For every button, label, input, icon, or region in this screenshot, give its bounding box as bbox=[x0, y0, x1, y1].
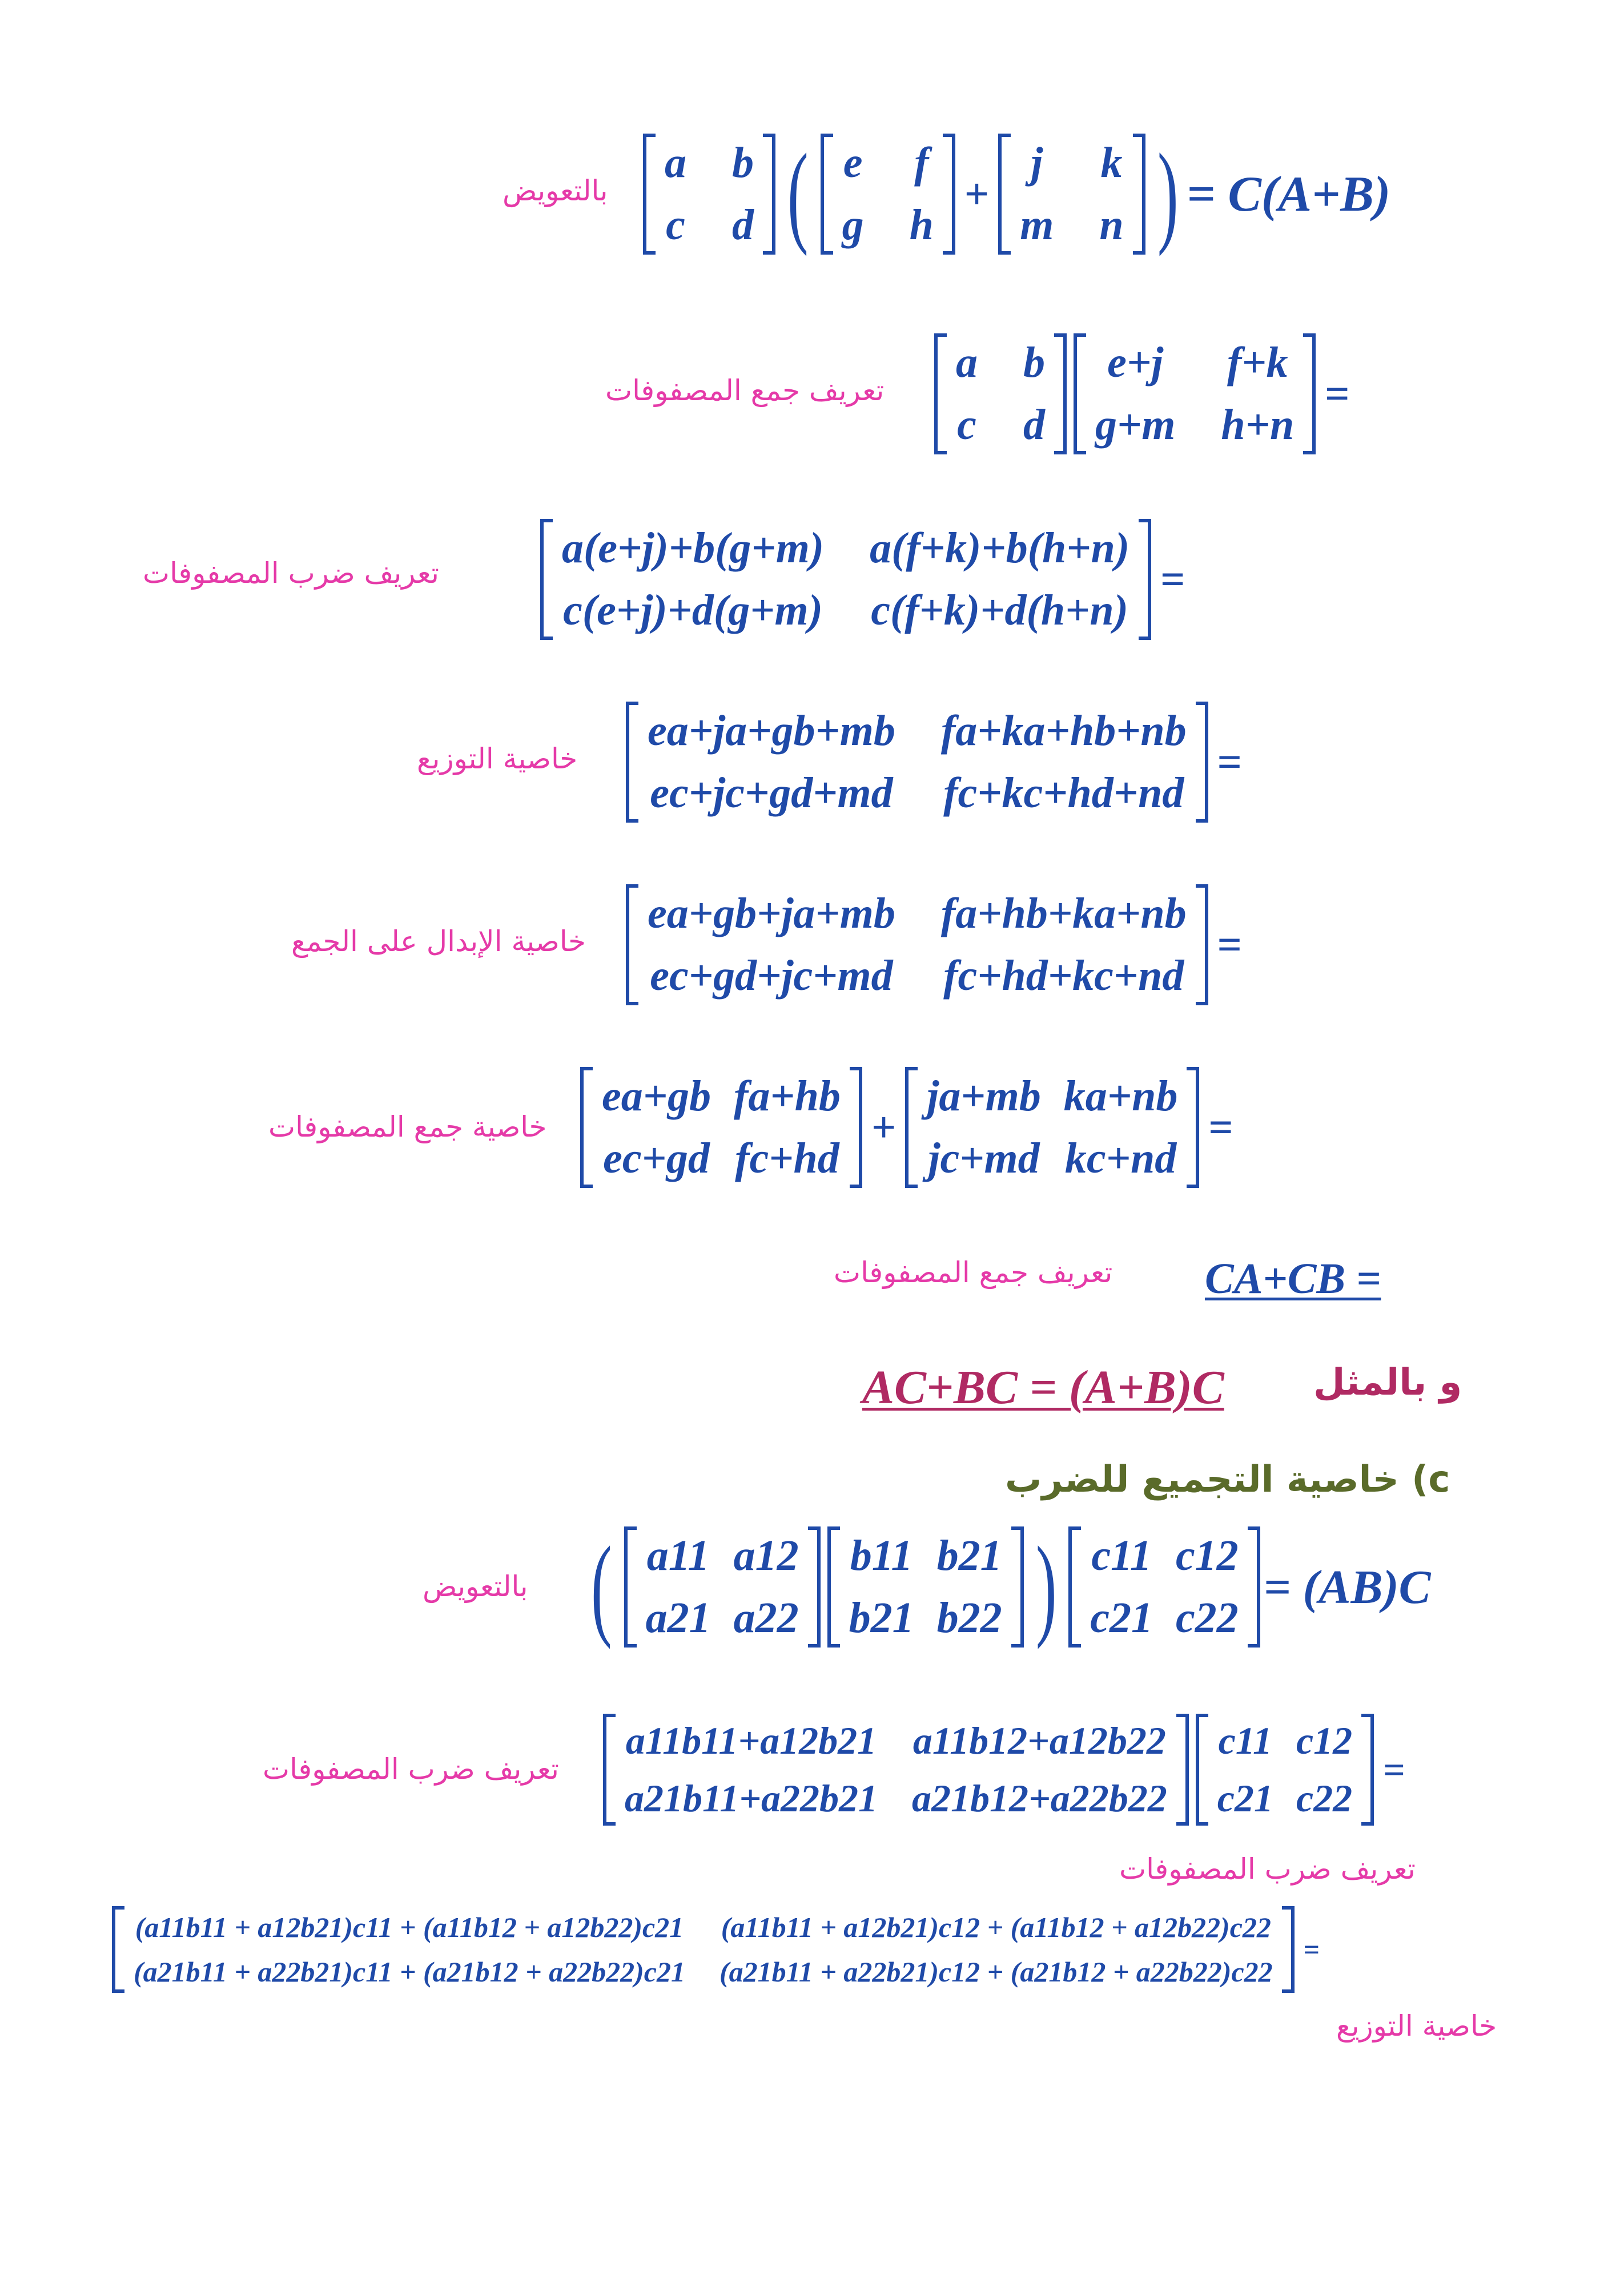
matrix-c bbox=[1196, 1714, 1374, 1826]
equals-sign: = bbox=[1160, 555, 1185, 603]
equals-sign: = bbox=[1217, 738, 1242, 786]
matrix-left bbox=[580, 1067, 862, 1188]
cell: k bbox=[1100, 139, 1123, 187]
matrix-sum bbox=[1074, 333, 1316, 454]
matrix-ef bbox=[821, 134, 955, 255]
equals-sign: = bbox=[1303, 1934, 1320, 1965]
cell: ec+gd bbox=[603, 1134, 710, 1182]
matrix-ab bbox=[603, 1714, 1189, 1826]
cell: a22 bbox=[733, 1594, 799, 1642]
cell: ja+mb bbox=[927, 1072, 1041, 1120]
cell: b21 bbox=[849, 1594, 914, 1642]
section-c-heading: c) خاصية التجميع للضرب bbox=[1005, 1459, 1450, 1501]
annotation: بالتعويض bbox=[503, 174, 608, 207]
cell: f bbox=[914, 139, 929, 187]
cell: m bbox=[1020, 201, 1054, 249]
equals-sign: = bbox=[1383, 1747, 1405, 1791]
cell: a bbox=[956, 339, 978, 386]
cell: d bbox=[1023, 401, 1045, 449]
matrix-a bbox=[624, 1526, 821, 1648]
cell: a21 bbox=[645, 1594, 711, 1642]
cell: g+m bbox=[1095, 401, 1176, 449]
matrix-b bbox=[827, 1526, 1024, 1648]
matrix bbox=[540, 519, 1151, 640]
matrix bbox=[626, 702, 1208, 823]
annotation: تعريف ضرب المصفوفات bbox=[263, 1753, 559, 1786]
cell: d bbox=[732, 201, 754, 249]
right-paren: ) bbox=[1157, 131, 1179, 257]
cell: jc+md bbox=[928, 1134, 1040, 1182]
cell: c(e+j)+d(g+m) bbox=[563, 586, 823, 634]
annotation: خاصية التوزيع bbox=[417, 742, 578, 775]
cell: a(e+j)+b(g+m) bbox=[562, 524, 825, 572]
cell: c12 bbox=[1175, 1532, 1239, 1580]
matrix bbox=[626, 884, 1208, 1005]
annotation: خاصية جمع المصفوفات bbox=[268, 1110, 547, 1143]
rhs: = (AB)C bbox=[1263, 1560, 1431, 1614]
equation-6 bbox=[577, 1059, 1239, 1196]
cell: a11b12+a12b22 bbox=[913, 1719, 1166, 1762]
expression: AC+BC = (A+B)C bbox=[862, 1360, 1224, 1414]
cell: c21 bbox=[1217, 1777, 1273, 1820]
equation-4 bbox=[622, 694, 1248, 831]
equation-3 bbox=[537, 511, 1191, 648]
cell: ec+jc+gd+md bbox=[650, 769, 893, 817]
equals-sign: = bbox=[1217, 920, 1242, 969]
cell: b bbox=[1023, 339, 1045, 386]
annotation: خاصية التوزيع bbox=[1336, 2009, 1497, 2043]
cell: c22 bbox=[1175, 1594, 1239, 1642]
cell: a(f+k)+b(h+n) bbox=[870, 524, 1130, 572]
cell: h+n bbox=[1221, 401, 1295, 449]
left-paren: ( bbox=[590, 1524, 612, 1650]
cell: e+j bbox=[1107, 339, 1164, 386]
cell: c11 bbox=[1218, 1719, 1273, 1762]
equation-7 bbox=[1205, 1244, 1381, 1313]
cell: ec+gd+jc+md bbox=[650, 952, 893, 1000]
cell: a21b11+a22b21 bbox=[625, 1777, 878, 1820]
cell: b bbox=[732, 139, 754, 187]
cell: fa+hb+ka+nb bbox=[940, 889, 1187, 937]
matrix-c bbox=[1068, 1526, 1260, 1648]
annotation: تعريف جمع المصفوفات bbox=[834, 1256, 1113, 1289]
cell: kc+nd bbox=[1064, 1134, 1177, 1182]
cell: c21 bbox=[1090, 1594, 1153, 1642]
cell: fc+hd bbox=[735, 1134, 839, 1182]
expression: CA+CB = bbox=[1205, 1254, 1381, 1303]
annotation: تعريف ضرب المصفوفات bbox=[1119, 1852, 1416, 1886]
cell: (a11b11 + a12b21)c12 + (a11b12 + a12b22)c22 bbox=[721, 1911, 1271, 1943]
cell: c(f+k)+d(h+n) bbox=[871, 586, 1128, 634]
matrix-ab bbox=[934, 333, 1067, 454]
cell: a12 bbox=[733, 1532, 799, 1580]
annotation: بالتعويض bbox=[423, 1570, 528, 1603]
cell: b22 bbox=[936, 1594, 1002, 1642]
annotation: خاصية الإبدال على الجمع bbox=[291, 925, 586, 958]
equation-11 bbox=[108, 1895, 1325, 2004]
cell: c11 bbox=[1091, 1532, 1152, 1580]
cell: fc+kc+hd+nd bbox=[943, 769, 1184, 817]
cell: a11 bbox=[646, 1532, 710, 1580]
equation-8 bbox=[862, 1353, 1224, 1421]
cell: e bbox=[843, 139, 863, 187]
matrix bbox=[112, 1906, 1295, 1993]
rhs: = C(A+B) bbox=[1187, 166, 1391, 222]
equation-10 bbox=[600, 1701, 1411, 1838]
plus-sign: + bbox=[964, 170, 990, 218]
cell: fc+hd+kc+nd bbox=[943, 952, 1184, 1000]
cell: c22 bbox=[1296, 1777, 1353, 1820]
equals-sign: = bbox=[1325, 369, 1350, 418]
cell: c bbox=[957, 401, 976, 449]
matrix-jk bbox=[998, 134, 1145, 255]
cell: (a21b11 + a22b21)c12 + (a21b12 + a22b22)c22 bbox=[719, 1956, 1273, 1988]
equation-5 bbox=[622, 876, 1248, 1013]
cell: c12 bbox=[1296, 1719, 1353, 1762]
cell: a21b12+a22b22 bbox=[912, 1777, 1167, 1820]
cell: ka+nb bbox=[1063, 1072, 1178, 1120]
equation-2 bbox=[931, 325, 1356, 462]
matrix-ab bbox=[643, 134, 775, 255]
cell: g bbox=[842, 201, 864, 249]
cell: ea+gb+ja+mb bbox=[648, 889, 895, 937]
cell: (a21b11 + a22b21)c11 + (a21b12 + a22b22)c21 bbox=[134, 1956, 685, 1988]
similarly-label: و بالمثل bbox=[1313, 1362, 1462, 1404]
equals-sign: = bbox=[1208, 1103, 1233, 1151]
annotation: تعريف جمع المصفوفات bbox=[605, 374, 885, 407]
cell: a11b11+a12b21 bbox=[625, 1719, 877, 1762]
left-paren: ( bbox=[787, 131, 809, 257]
cell: ea+ja+gb+mb bbox=[648, 707, 895, 755]
cell: fa+ka+hb+nb bbox=[940, 707, 1187, 755]
plus-sign: + bbox=[871, 1103, 897, 1151]
cell: j bbox=[1031, 139, 1043, 187]
cell: b21 bbox=[936, 1532, 1002, 1580]
cell: fa+hb bbox=[734, 1072, 841, 1120]
equation-1 bbox=[640, 126, 1390, 263]
right-paren: ) bbox=[1035, 1524, 1057, 1650]
annotation: تعريف ضرب المصفوفات bbox=[143, 557, 439, 590]
cell: h bbox=[909, 201, 934, 249]
matrix-right bbox=[905, 1067, 1199, 1188]
cell: b11 bbox=[850, 1532, 913, 1580]
cell: c bbox=[666, 201, 685, 249]
cell: (a11b11 + a12b21)c11 + (a11b12 + a12b22)c21 bbox=[135, 1911, 684, 1943]
cell: a bbox=[665, 139, 686, 187]
cell: f+k bbox=[1227, 339, 1288, 386]
cell: n bbox=[1099, 201, 1124, 249]
cell: ea+gb bbox=[602, 1072, 711, 1120]
equation-9 bbox=[582, 1518, 1431, 1655]
